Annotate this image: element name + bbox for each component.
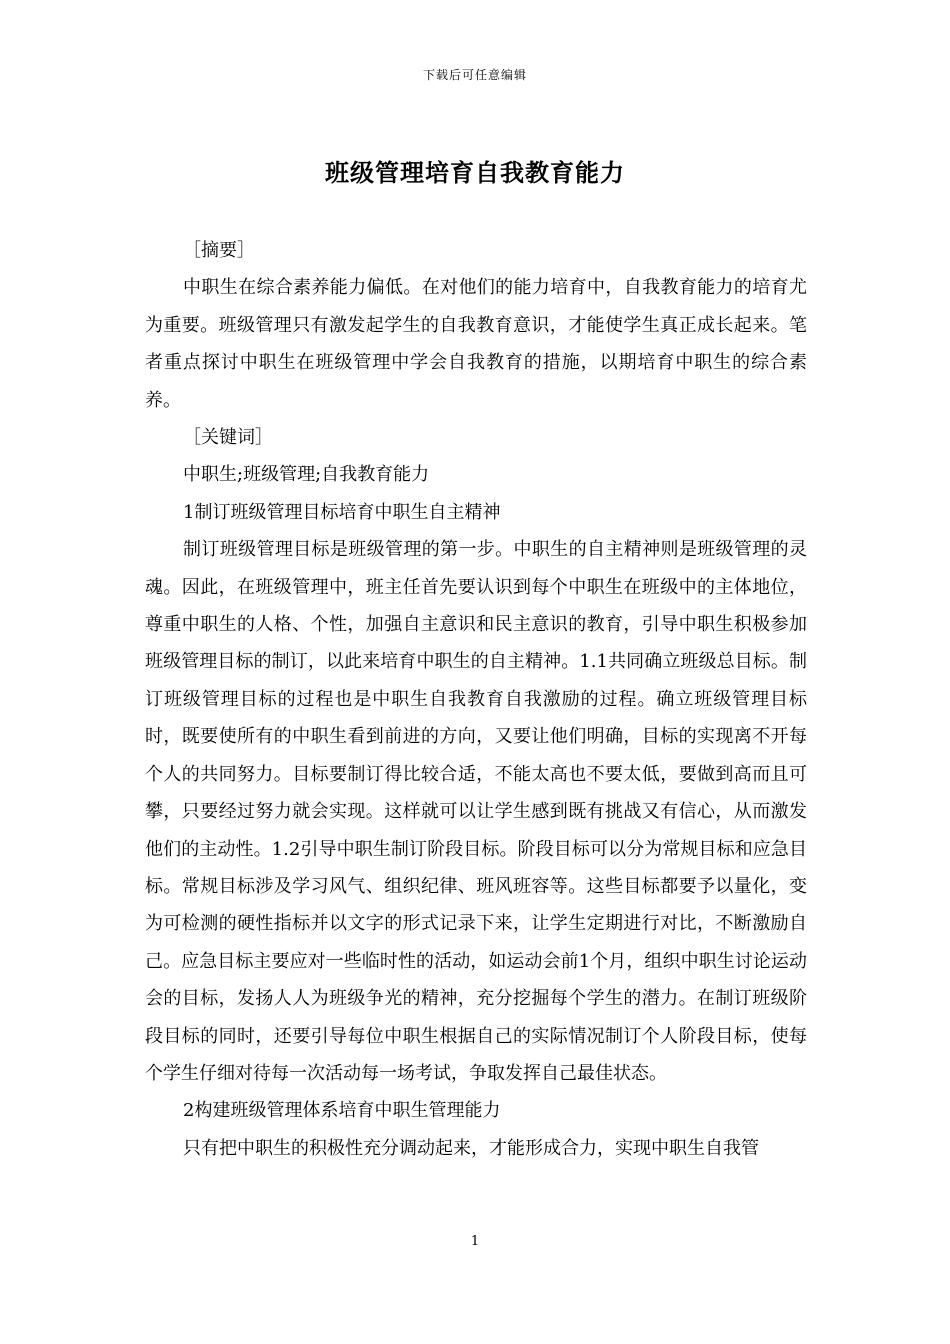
- section-heading-1: 1制订班级管理目标培育中职生自主精神: [183, 501, 501, 523]
- header-note: 下载后可任意编辑: [422, 68, 527, 82]
- document-body: [145, 232, 807, 1167]
- abstract-paragraph: 中职生在综合素养能力偏低。在对他们的能力培育中，自我教育能力的培育尤为重要。班级管理只有激发起学生的自我教育意识，才能使学生真正成长起来。笔者重点探讨中职生在班级管理中学会自我教育的措施，以期培育中职生的综合素养。: [145, 277, 807, 411]
- keywords-label: ［关键词］: [183, 427, 273, 449]
- section-1-paragraph: 制订班级管理目标是班级管理的第一步。中职生的自主精神则是班级管理的灵魂。因此，在班级管理中，班主任首先要认识到每个中职生在班级中的主体地位，尊重中职生的人格、个性，加强自主意识和民主意识的教育，引导中职生积极参加班级管理目标的制订，以此来培育中职生的自主精神。1.1共同确立班级总目标。制订班级管理目标的过程也是中职生自我教育自我激励的过程。确立班级管理目标时，既要使所有的中职生看到前进的方向，又要让他们明确，目标的实现离不开每个人的共同努力。目标要制订得比较合适，不能太高也不要太低，要做到高而且可攀，只要经过努力就会实现。这样就可以让学生感到既有挑战又有信心，从而激发他们的主动性。1.2引导中职生制订阶段目标。阶段目标可以分为常规目标和应急目标。常规目标涉及学习风气、组织纪律、班风班容等。这些目标都要予以量化，变为可检测的硬性指标并以文字的形式记录下来，让学生定期进行对比，不断激励自己。应急目标主要应对一些临时性的活动，如运动会前1个月，组织中职生讨论运动会的目标，发扬人人为班级争光的精神，充分挖掘每个学生的潜力。在制订班级阶段目标的同时，还要引导每位中职生根据自己的实际情况制订个人阶段目标，使每个学生仔细对待每一次活动每一场考试，争取发挥自己最佳状态。: [145, 539, 807, 1084]
- document-title: 班级管理培育自我教育能力: [325, 159, 625, 187]
- page-number: 1: [470, 1234, 480, 1249]
- abstract-label: ［摘要］: [183, 240, 255, 261]
- keywords-paragraph: 中职生;班级管理;自我教育能力: [183, 464, 430, 486]
- section-2-paragraph: 只有把中职生的积极性充分调动起来，才能形成合力，实现中职生自我管: [183, 1137, 759, 1159]
- section-heading-2: 2构建班级管理体系培育中职生管理能力: [183, 1100, 501, 1122]
